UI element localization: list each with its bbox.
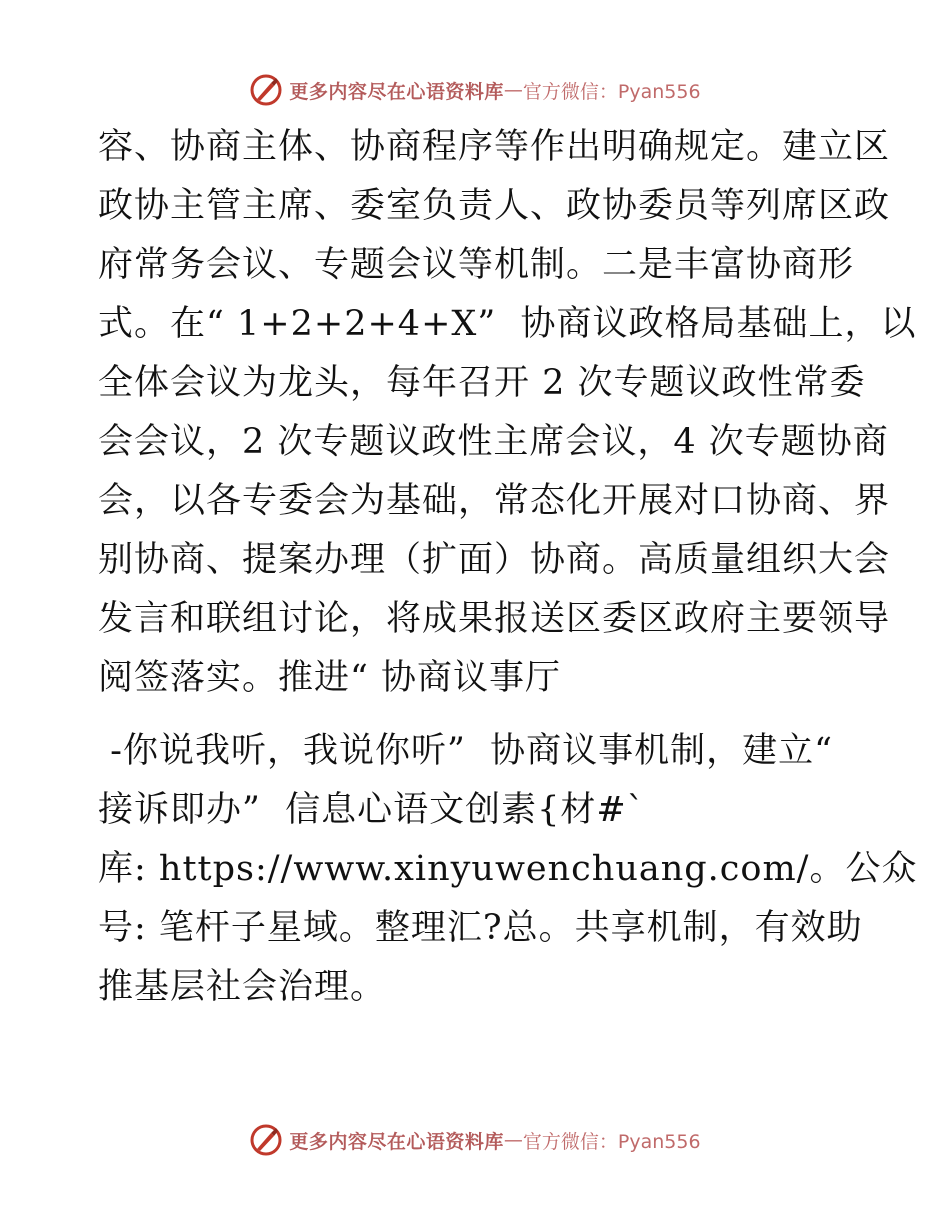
pen-logo-icon	[249, 73, 283, 107]
text-line: 别协商、提案办理（扩面）协商。高质量组织大会	[98, 540, 891, 580]
text-line: 容、协商主体、协商程序等作出明确规定。建立区	[98, 127, 891, 167]
text-line: -你说我听，我说你听” 协商议事机制，建立“	[98, 731, 833, 771]
text-line: 政协主管主席、委室负责人、政协委员等列席区政	[98, 186, 891, 226]
footer-banner	[0, 1120, 950, 1160]
footer-wechat-text: 官方微信：Pyan556	[522, 1130, 701, 1153]
footer-site-text: 更多内容尽在心语资料库	[289, 1130, 504, 1153]
text-line: 接诉即办” 信息心语文创素{材#`	[98, 790, 646, 830]
footer-dash: —	[503, 1129, 523, 1151]
text-line: 全体会议为龙头，每年召开 2 次专题议政性常委	[98, 363, 866, 403]
text-line: 阅签落实。推进“ 协商议事厅	[98, 658, 562, 698]
paragraph-gap	[98, 708, 858, 722]
text-line: 库: https://www.xinyuwenchuang.com/。公众	[98, 849, 918, 889]
pen-logo-icon	[249, 1123, 283, 1157]
header-banner	[0, 70, 950, 110]
text-line: 式。在“ 1+2+2+4+X” 协商议政格局基础上，以	[98, 304, 917, 344]
text-line: 发言和联组讨论，将成果报送区委区政府主要领导	[98, 599, 891, 639]
header-dash: —	[503, 79, 523, 101]
header-wechat-text: 官方微信：Pyan556	[522, 80, 701, 103]
text-line: 推基层社会治理。	[98, 967, 387, 1007]
text-line: 号: 笔杆子星域。整理汇?总。共享机制，有效助	[98, 908, 863, 948]
text-line: 会，以各专委会为基础，常态化开展对口协商、界	[98, 481, 891, 521]
header-site-text: 更多内容尽在心语资料库	[289, 80, 504, 103]
text-line: 会会议，2 次专题议政性主席会议，4 次专题协商	[98, 422, 889, 462]
text-line: 府常务会议、专题会议等机制。二是丰富协商形	[98, 245, 855, 285]
document-body	[98, 118, 918, 1017]
